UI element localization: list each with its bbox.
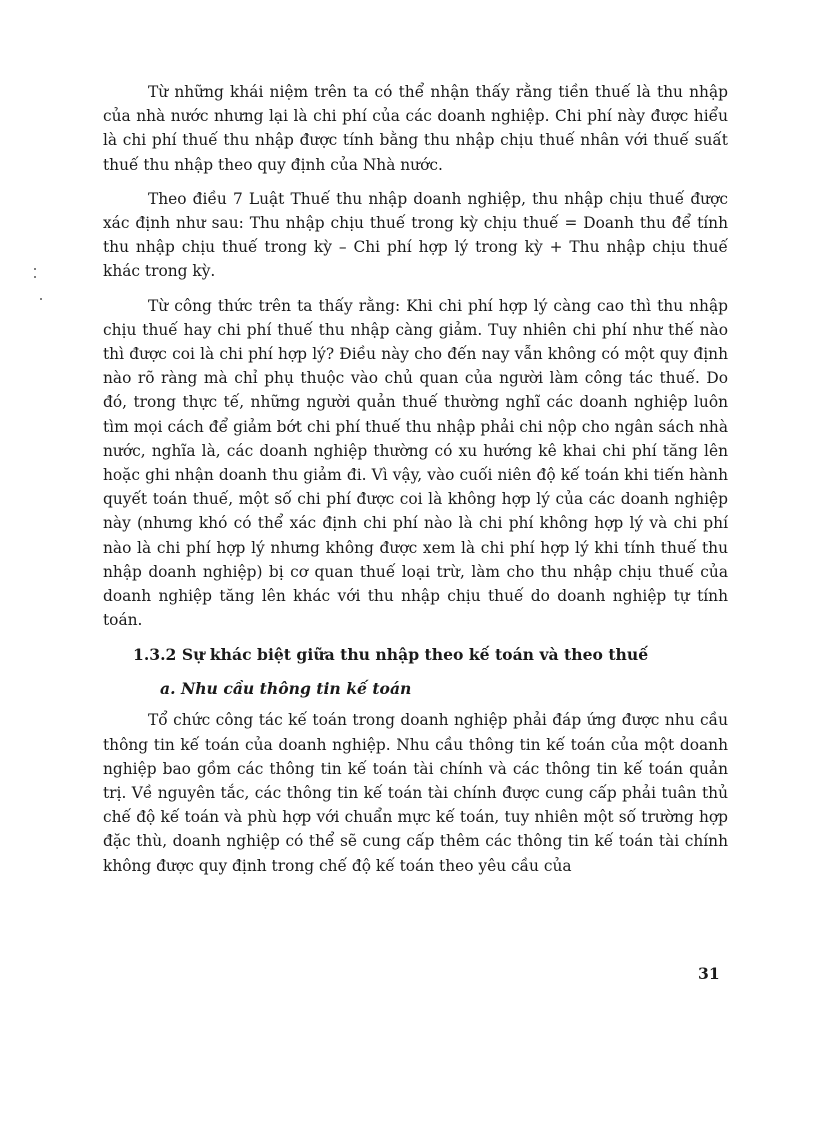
paragraph-article-7: Theo điều 7 Luật Thuế thu nhập doanh nghiệp, thu nhập chịu thuế được xác định như sau: Thu nhập chịu thuế trong kỳ chịu thuế = Doanh thu để tính thu nhập chịu thuế trong kỳ – Chi phí hợp lý trong kỳ + Thu nhập chịu thuế khác trong kỳ. <box>103 189 728 281</box>
page-number: 31 <box>698 964 720 983</box>
scan-speck <box>34 268 36 270</box>
scan-speck <box>34 276 36 278</box>
subsection-heading: a. Nhu cầu thông tin kế toán <box>160 679 412 699</box>
paragraph-accounting-info: Tổ chức công tác kế toán trong doanh nghiệp phải đáp ứng được nhu cầu thông tin kế toán của doanh nghiệp. Nhu cầu thông tin kế toán của một doanh nghiệp bao gồm các thông tin kế toán tài chính và các thông tin kế toán quản trị. Về nguyên tắc, các thông tin kế toán tài chính được cung cấp phải tuân thủ chế độ kế toán và phù hợp với chuẩn mực kế toán, tuy nhiên một số trường hợp đặc thù, doanh nghiệp có thể sẽ cung cấp thêm các thông tin kế toán tài chính không được quy định trong chế độ kế toán theo yêu cầu của <box>103 711 728 875</box>
scan-speck <box>40 298 42 300</box>
paragraph-tax-concept: Từ những khái niệm trên ta có thể nhận thấy rằng tiền thuế là thu nhập của nhà nước nhưng lại là chi phí của các doanh nghiệp. Chi phí này được hiểu là chi phí thuế thu nhập được tính bằng thu nhập chịu thuế nhân với thuế suất thuế thu nhập theo quy định của Nhà nước. <box>103 83 728 174</box>
paragraph-formula-analysis: Từ công thức trên ta thấy rằng: Khi chi phí hợp lý càng cao thì thu nhập chịu thuế hay chi phí thuế thu nhập càng giảm. Tuy nhiên chi phí như thế nào thì được coi là chi phí hợp lý? Điều này cho đến nay vẫn không có một quy định nào rõ ràng mà chỉ phụ thuộc vào chủ quan của người làm công tác thuế. Do đó, trong thực tế, những người quản thuế thường nghĩ các doanh nghiệp luôn tìm mọi cách để giảm bớt chi phí thuế thu nhập phải chi nộp cho ngân sách nhà nước, nghĩa là, các doanh nghiệp thường có xu hướng kê khai chi phí tăng lên hoặc ghi nhận doanh thu giảm đi. Vì vậy, vào cuối niên độ kế toán khi tiến hành quyết toán thuế, một số chi phí được coi là không hợp lý của các doanh nghiệp này (nhưng khó có thể xác định chi phí nào là chi phí không hợp lý và chi phí nào là chi phí hợp lý nhưng không được xem là chi phí hợp lý khi tính thuế thu nhập doanh nghiệp) bị cơ quan thuế loại trừ, làm cho thu nhập chịu thuế của doanh nghiệp tăng lên khác với thu nhập chịu thuế do doanh nghiệp tự tính toán. <box>103 296 728 630</box>
document-page <box>103 80 728 888</box>
section-heading: 1.3.2 Sự khác biệt giữa thu nhập theo kế toán và theo thuế <box>133 645 649 665</box>
